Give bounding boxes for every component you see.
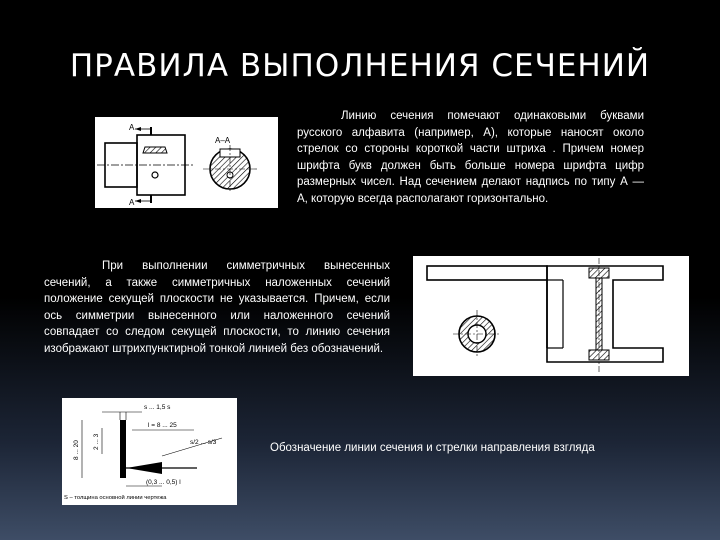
paragraph-letters: Линию сечения помечают одинаковыми буквами русского алфавита (например, А), которые наносят около стрелок со стороны короткой части штриха . Причем номер шрифта букв должен быть больше номера шрифта цифр размерных чисел. Над сечением делают надпись по типу А — А, которую всегда располагают горизонтально.: [297, 110, 644, 205]
shaft-section-figure: [95, 117, 278, 208]
label-a-top: А: [129, 123, 135, 132]
section-label: А–А: [215, 136, 231, 145]
dim-left-gap: 2 ... 3: [93, 433, 100, 450]
paragraph-symmetric: При выполнении симметричных вынесенных сечений, а также симметричных наложенных сечений положение секущей плоскости не указывается. Причем, если ось симметрии вынесенного или наложенного сечений совпадает со следом секущей плоскости, то линию сечения изображают штрихпунктирной тонкой линией без обозначений.: [44, 260, 390, 355]
label-a-bottom: А: [129, 198, 135, 207]
beam-section-figure: [413, 256, 689, 376]
thickness-note: S – толщина основной линии чертежа: [64, 495, 167, 501]
dim-bottom: (0,3 ... 0,5) l: [146, 479, 181, 486]
dim-length: l = 8 ... 25: [148, 422, 177, 429]
dim-top: s ... 1,5 s: [144, 404, 171, 411]
slide-title: ПРАВИЛА ВЫПОЛНЕНИЯ СЕЧЕНИЙ: [69, 48, 651, 84]
dim-arrow: s/2 ... s/3: [190, 439, 217, 446]
dim-left-height: 8 ... 20: [73, 440, 80, 460]
figure-caption: Обозначение линии сечения и стрелки направления взгляда: [270, 442, 595, 454]
section-line-dimensions-figure: [62, 398, 237, 505]
